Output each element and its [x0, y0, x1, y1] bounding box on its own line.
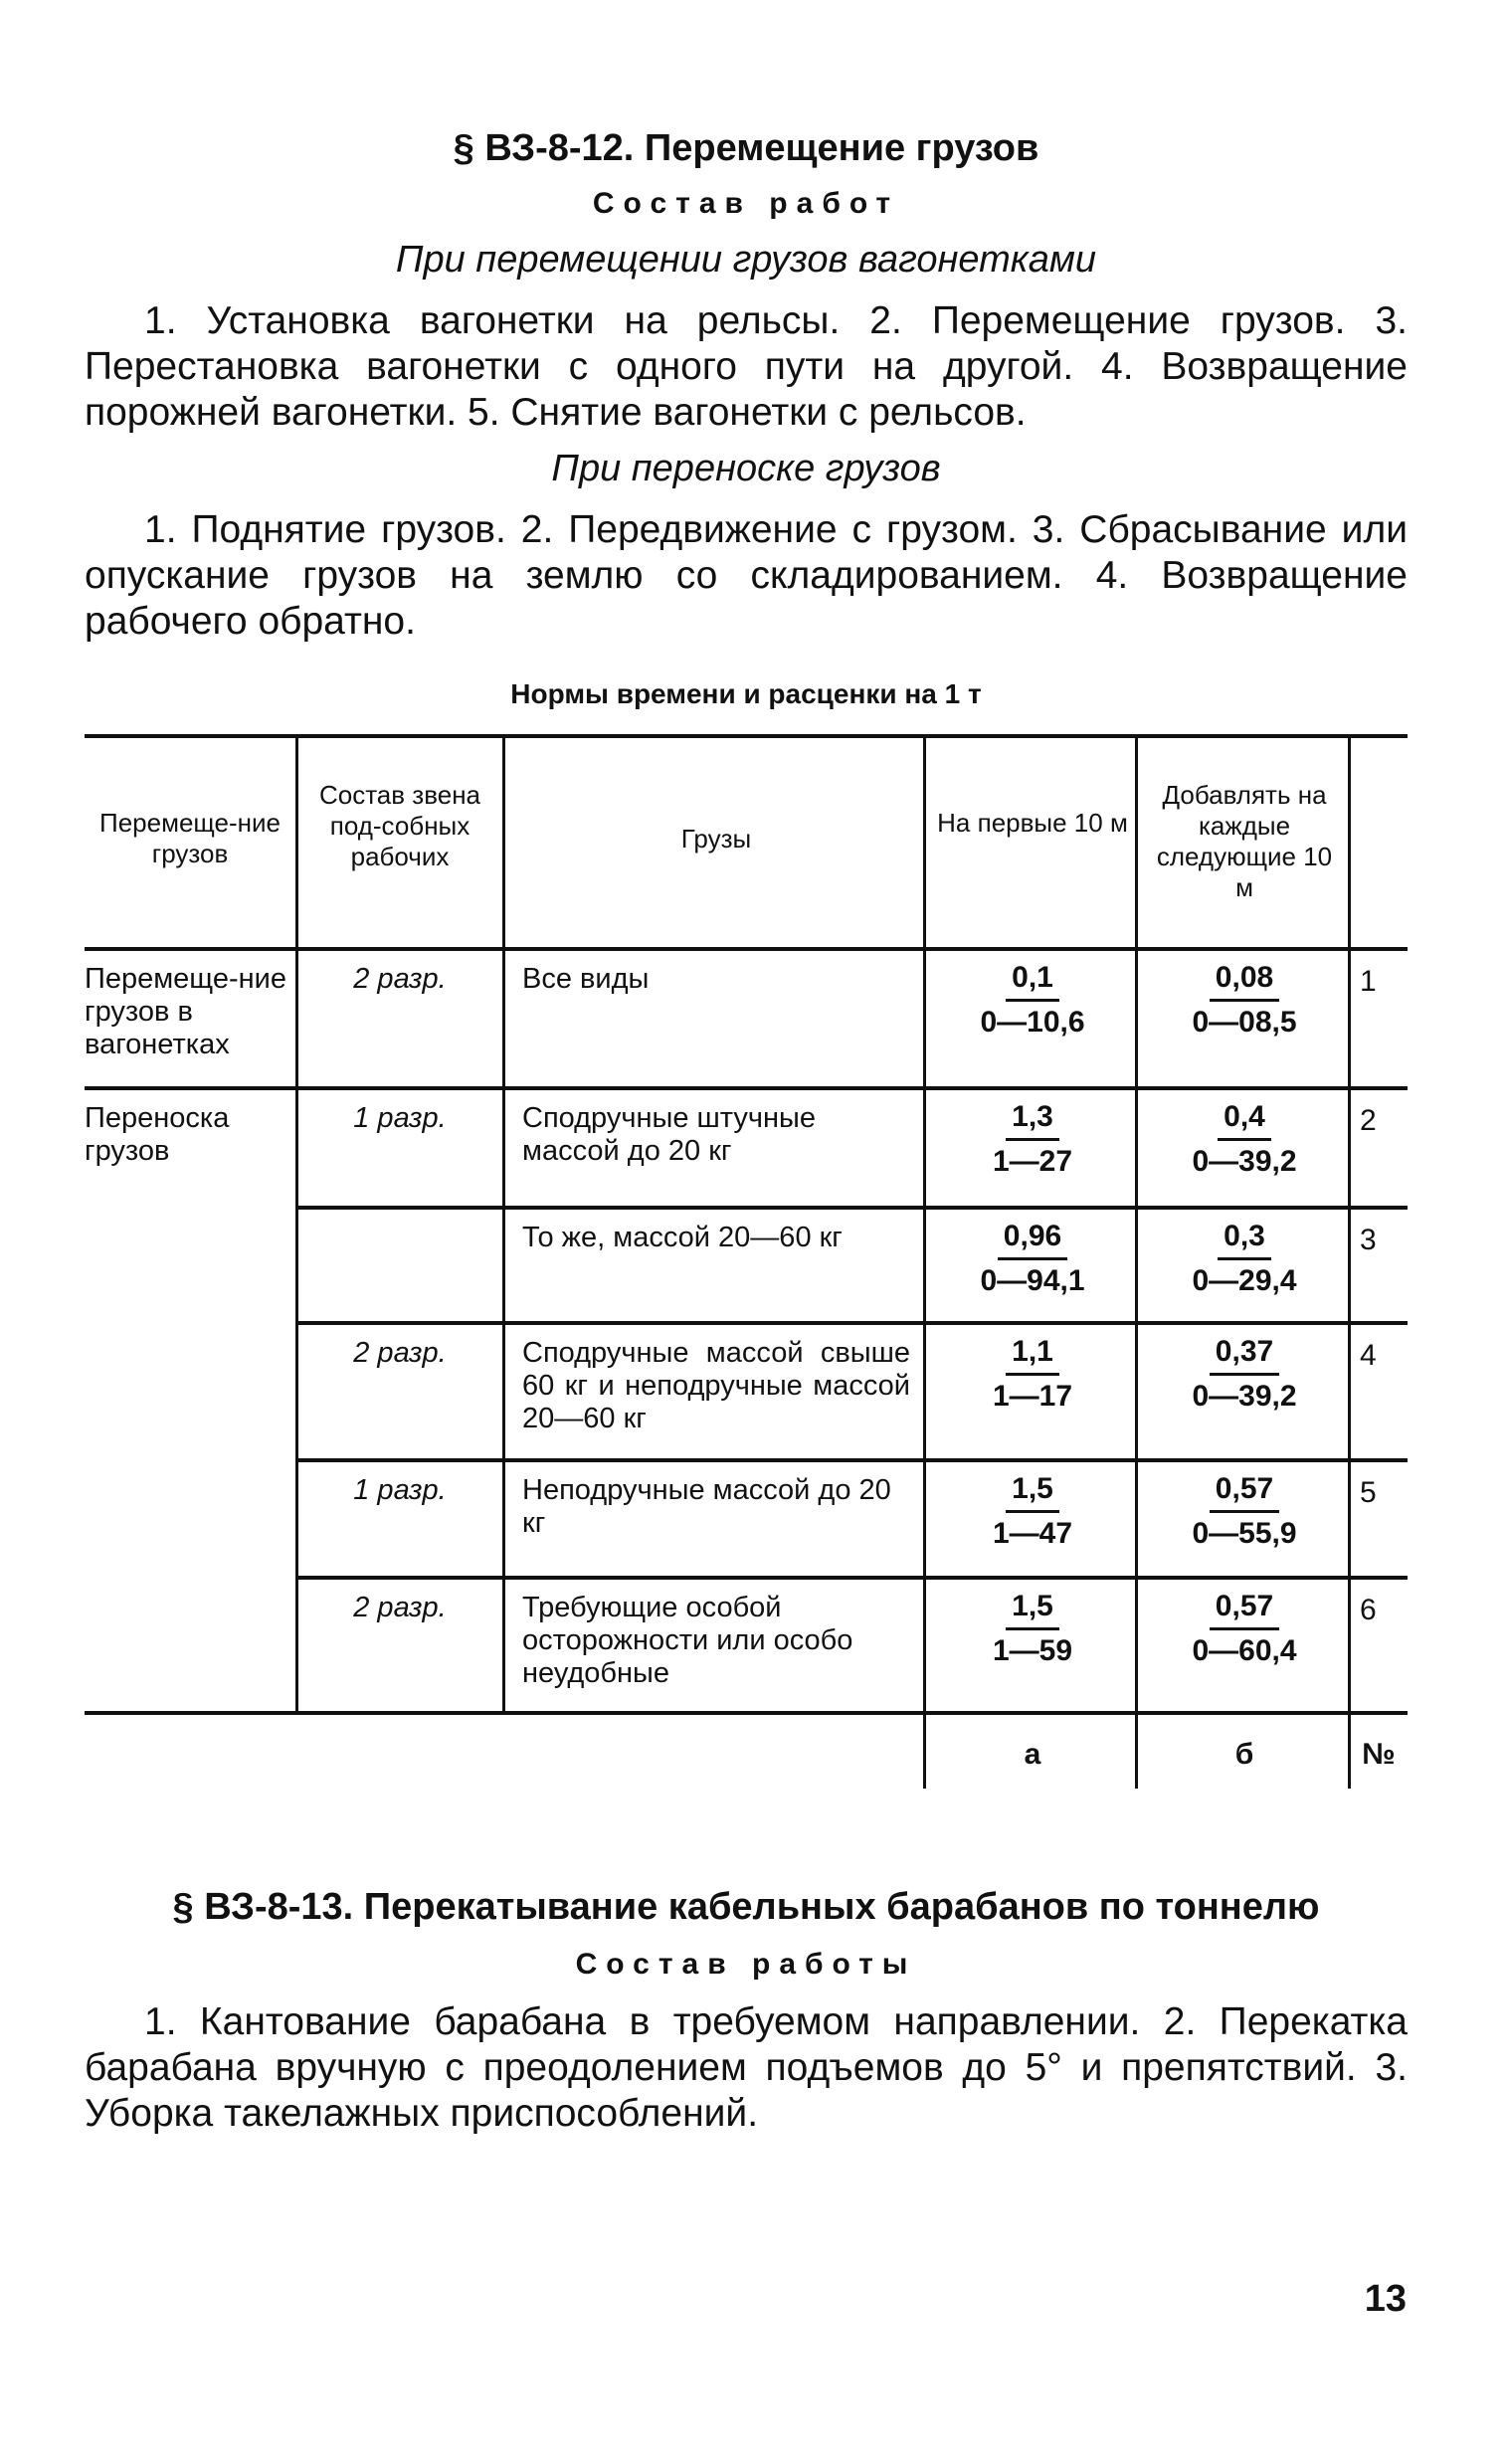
section-title: § ВЗ-8-12. Перемещение грузов: [453, 127, 1039, 169]
row-number: 3: [1360, 1224, 1377, 1256]
page-number: 13: [1364, 2278, 1407, 2320]
table-rule: [295, 734, 298, 1711]
cargo-type: Все виды: [522, 963, 650, 995]
subsection-title: При перемещении грузов вагонетками: [395, 239, 1097, 281]
header-cargo: Грузы: [680, 824, 752, 853]
crew-grade: 1 разр.: [353, 1474, 447, 1506]
norm-next-10m: $\frac{0,37}{0—39,2}$: [1192, 1335, 1297, 1413]
table-rule: [1348, 734, 1351, 1789]
column-code-number: №: [1362, 1738, 1396, 1771]
header-crew: Состав звена под-собных рабочих: [318, 780, 481, 871]
paragraph: 1. Поднятие грузов. 2. Передвижение с грузом. 3. Сбрасывание или опускание грузов на землю со складированием. 4. Возвращение рабочего обратно.: [85, 508, 1408, 643]
paragraph: 1. Кантование барабана в требуемом направлении. 2. Перекатка барабана вручную с преодолением подъемов до 5° и препятствий. 3. Уборка такелажных приспособлений.: [85, 2000, 1408, 2135]
crew-grade: 2 разр.: [353, 963, 447, 995]
group-label-carrying: Переноска грузов: [85, 1102, 230, 1167]
table-rule: [298, 1458, 1408, 1462]
section-subtitle: Состав работ: [592, 187, 900, 220]
column-code-a: а: [1024, 1738, 1041, 1771]
crew-grade: 1 разр.: [353, 1102, 447, 1134]
header-each-next-10m: Добавлять на каждые следующие 10 м: [1156, 780, 1333, 902]
norm-next-10m: $\frac{0,57}{0—55,9}$: [1192, 1472, 1297, 1550]
table-rule: [85, 1711, 1408, 1715]
section-subtitle: Состав работы: [575, 1948, 917, 1981]
group-label-wagons: Перемеще-ние грузов в вагонетках: [85, 963, 286, 1060]
paragraph: 1. Установка вагонетки на рельсы. 2. Перемещение грузов. 3. Перестановка вагонетки с одного пути на другой. 4. Возвращение порожней вагонетки. 5. Снятие вагонетки с рельсов.: [85, 299, 1408, 434]
cargo-type: Неподручные массой до 20 кг: [522, 1474, 891, 1539]
row-number: 1: [1360, 965, 1377, 998]
table-rule: [502, 734, 505, 1711]
cargo-type: То же, массой 20—60 кг: [522, 1222, 843, 1253]
row-number: 4: [1360, 1339, 1377, 1372]
norm-first-10m: $\frac{0,96}{0—94,1}$: [980, 1220, 1085, 1297]
norm-first-10m: $\frac{1,1}{1—17}$: [992, 1335, 1073, 1413]
table-caption: Нормы времени и расценки на 1 т: [510, 678, 982, 709]
norm-next-10m: $\frac{0,57}{0—60,4}$: [1192, 1590, 1297, 1667]
column-code-b: б: [1234, 1738, 1254, 1771]
table-rule: [85, 1086, 1408, 1090]
crew-grade: 2 разр.: [353, 1337, 447, 1369]
crew-grade: 2 разр.: [353, 1592, 447, 1623]
norm-next-10m: $\frac{0,08}{0—08,5}$: [1192, 961, 1297, 1039]
norm-first-10m: $\frac{0,1}{0—10,6}$: [980, 961, 1085, 1039]
row-number: 5: [1360, 1476, 1377, 1509]
table-rule: [85, 734, 1408, 738]
row-number: 6: [1360, 1594, 1377, 1626]
norm-first-10m: $\frac{1,3}{1—27}$: [992, 1100, 1073, 1178]
section-title: § ВЗ-8-13. Перекатывание кабельных барабанов по тоннелю: [172, 1886, 1320, 1928]
subsection-title: При переноске грузов: [551, 448, 941, 489]
header-movement: Перемеще-ние грузов: [99, 808, 281, 868]
table-rule: [85, 947, 1408, 951]
norm-next-10m: $\frac{0,4}{0—39,2}$: [1192, 1100, 1297, 1178]
table-rule: [298, 1321, 1408, 1325]
norm-first-10m: $\frac{1,5}{1—47}$: [992, 1472, 1073, 1550]
table-rule: [298, 1206, 1408, 1210]
cargo-type: Требующие особой осторожности или особо неудобные: [522, 1592, 853, 1689]
row-number: 2: [1360, 1104, 1377, 1137]
cargo-type: Сподручные массой свыше 60 кг и неподручные массой 20—60 кг: [522, 1337, 910, 1434]
table-rule: [298, 1576, 1408, 1580]
norm-next-10m: $\frac{0,3}{0—29,4}$: [1192, 1220, 1297, 1297]
norms-table: [85, 734, 1408, 1789]
table-rule: [1135, 734, 1138, 1789]
header-first-10m: На первые 10 м: [937, 808, 1128, 838]
cargo-type: Сподручные штучные массой до 20 кг: [522, 1102, 816, 1167]
norm-first-10m: $\frac{1,5}{1—59}$: [992, 1590, 1073, 1667]
table-rule: [923, 734, 926, 1789]
